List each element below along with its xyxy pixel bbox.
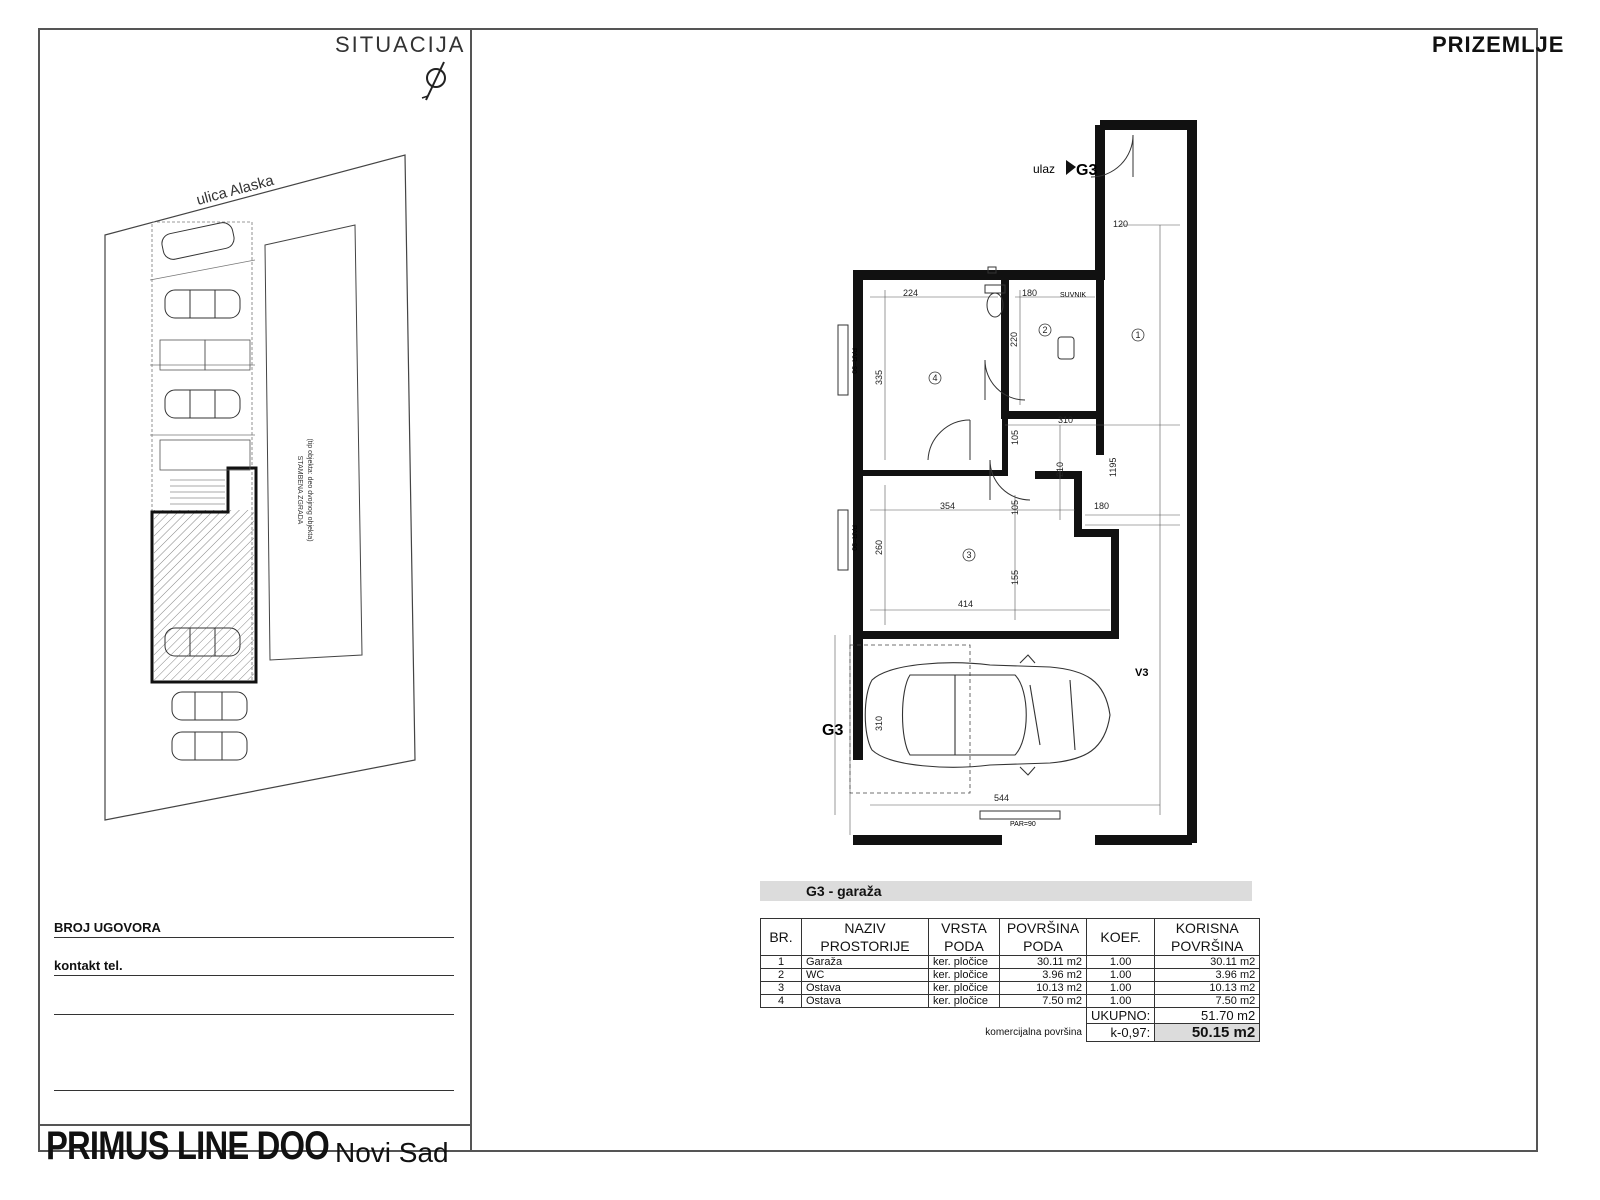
form-line-4 <box>54 1090 454 1091</box>
cell-korisna: 30.11 m2 <box>1155 956 1260 969</box>
cell-korisna: 7.50 m2 <box>1155 995 1260 1008</box>
table-row <box>761 956 1260 969</box>
cell-povrsina: 10.13 m2 <box>1000 982 1087 995</box>
dim-105a: 105 <box>1010 429 1020 445</box>
table-row <box>761 995 1260 1008</box>
cell-povrsina: 7.50 m2 <box>1000 995 1087 1008</box>
north-arrow-icon <box>418 58 454 104</box>
total-value: 51.70 m2 <box>1155 1008 1260 1024</box>
prizemlje-title: PRIZEMLJE <box>1432 32 1565 57</box>
total-label: UKUPNO: <box>1087 1008 1155 1024</box>
street-label: ulica Alaska <box>194 171 276 209</box>
commercial-label: komercijalna površina <box>985 1027 1082 1038</box>
col-koef: KOEF. <box>1087 919 1155 956</box>
contract-label: BROJ UGOVORA <box>54 920 161 935</box>
table-row <box>761 969 1260 982</box>
cell-naziv: Ostava <box>802 995 929 1008</box>
cell-vrsta: ker. pločice <box>929 995 1000 1008</box>
window-label-3: PAR=90 <box>1010 821 1036 828</box>
table-header-row <box>761 919 1260 956</box>
cell-koef: 1.00 <box>1087 969 1155 982</box>
cell-br: 1 <box>761 956 802 969</box>
contact-label: kontakt tel. <box>54 958 123 973</box>
cell-vrsta: ker. pločice <box>929 956 1000 969</box>
cell-korisna: 3.96 m2 <box>1155 969 1260 982</box>
dim-120: 120 <box>1113 219 1129 229</box>
v3-label: V3 <box>1135 667 1149 679</box>
room-number-4: 4 <box>932 373 938 383</box>
bathroom-label: SUVNIK <box>1060 292 1087 299</box>
cell-naziv: Garaža <box>802 956 929 969</box>
cell-koef: 1.00 <box>1087 982 1155 995</box>
dim-180a: 180 <box>1022 288 1038 298</box>
col-korisna: KORISNA POVRŠINA <box>1155 919 1260 956</box>
company-name: PRIMUS LINE DOO <box>46 1124 329 1168</box>
col-naziv: NAZIV PROSTORIJE <box>802 919 929 956</box>
cell-korisna: 10.13 m2 <box>1155 982 1260 995</box>
commercial-value: 50.15 m2 <box>1155 1024 1260 1042</box>
entry-label: ulaz <box>1033 162 1056 176</box>
cell-naziv: Ostava <box>802 982 929 995</box>
dim-310a: 310 <box>1058 415 1074 425</box>
dim-105b: 105 <box>1010 499 1020 515</box>
cell-vrsta: ker. pločice <box>929 982 1000 995</box>
window-label-1: PAR=90 <box>850 348 857 374</box>
dim-544: 544 <box>994 793 1010 803</box>
building-label-1: STAMBENA ZGRADA <box>296 455 303 525</box>
dim-335: 335 <box>874 369 884 385</box>
parking-unit-label: G3 <box>822 722 844 739</box>
cell-koef: 1.00 <box>1087 956 1155 969</box>
total-row <box>761 1008 1260 1024</box>
rooms-table <box>760 918 1260 1042</box>
company-city: Novi Sad <box>335 1137 449 1168</box>
col-br: BR. <box>761 919 802 956</box>
table-row <box>761 982 1260 995</box>
dim-210: 210 <box>1055 461 1065 477</box>
dim-155: 155 <box>1010 569 1020 585</box>
col-vrsta: VRSTA PODA <box>929 919 1000 956</box>
floor-plan <box>822 115 1210 855</box>
site-plan <box>90 150 430 820</box>
commercial-row <box>761 1024 1260 1042</box>
cell-vrsta: ker. pločice <box>929 969 1000 982</box>
cell-povrsina: 3.96 m2 <box>1000 969 1087 982</box>
dim-224: 224 <box>903 288 919 298</box>
dim-310b: 310 <box>874 715 884 731</box>
cell-br: 3 <box>761 982 802 995</box>
contact-line <box>54 975 454 976</box>
contract-line <box>54 937 454 938</box>
dim-220: 220 <box>1009 331 1019 347</box>
cell-br: 2 <box>761 969 802 982</box>
dim-1195: 1195 <box>1108 457 1118 477</box>
window-label-2: PAR=90 <box>850 525 857 551</box>
cell-br: 4 <box>761 995 802 1008</box>
dim-260: 260 <box>874 539 884 555</box>
coef-label: k-0,97: <box>1087 1024 1155 1042</box>
room-number-3: 3 <box>966 550 972 560</box>
building-label-2: (tip objekta: deo dvojnog objekta) <box>306 438 313 542</box>
situacija-title: SITUACIJA <box>335 32 466 57</box>
dim-414: 414 <box>958 599 974 609</box>
form-line-3 <box>54 1014 454 1015</box>
room-number-2: 2 <box>1042 325 1048 335</box>
cell-povrsina: 30.11 m2 <box>1000 956 1087 969</box>
room-number-1: 1 <box>1135 330 1141 340</box>
col-povrsina: POVRŠINA PODA <box>1000 919 1087 956</box>
dim-180b: 180 <box>1094 501 1110 511</box>
dim-354: 354 <box>940 501 956 511</box>
table-title: G3 - garaža <box>760 881 1252 901</box>
cell-naziv: WC <box>802 969 929 982</box>
cell-koef: 1.00 <box>1087 995 1155 1008</box>
entry-unit-label: G3 <box>1076 162 1098 179</box>
